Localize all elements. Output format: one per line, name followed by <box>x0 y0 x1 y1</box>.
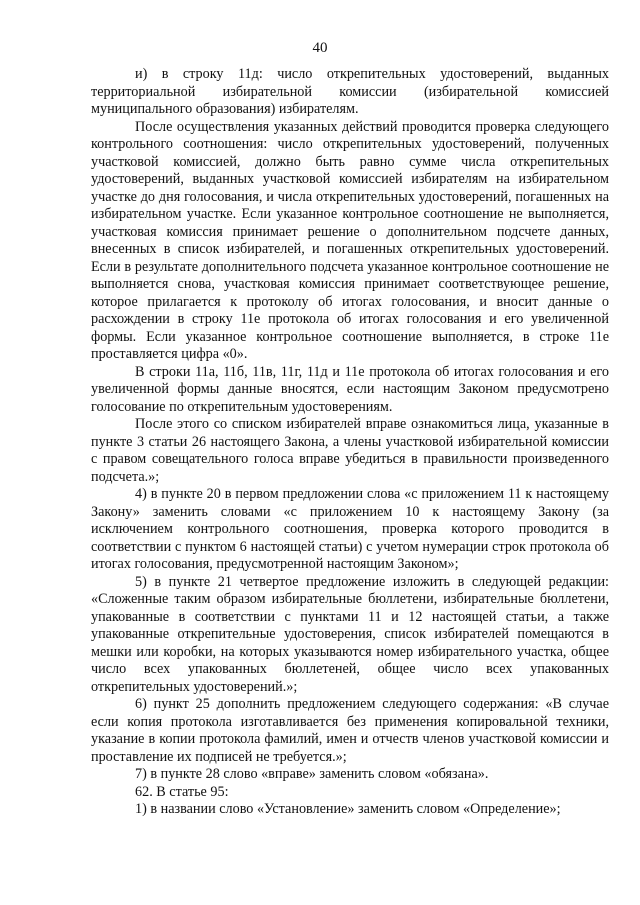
paragraph: 62. В статье 95: <box>135 783 229 800</box>
paragraph: В строки 11а, 11б, 11в, 11г, 11д и 11е протокола об итогах голосования и его увеличенной формы данные вносятся, если настоящим Законом предусмотрено голосование по открепительным удостоверениям. <box>91 363 609 415</box>
text-body <box>91 66 609 819</box>
paragraph: После осуществления указанных действий проводится проверка следующего контрольного соотношения: число открепительных удостоверений, полученных участковой комиссией, должно быть равно сумме числа открепительных удостоверений, выданных участковой комиссией избирателям на избирательном участке до дня голосования, и числа открепительных удостоверений, погашенных на избирательном участке. Если указанное контрольное соотношение не выполняется, участковая комиссия принимает решение о дополнительном подсчете данных, внесенных в список избирателей, и погашенных открепительных удостоверений. Если в результате дополнительного подсчета указанное контрольное соотношение не выполняется снова, участковая комиссия принимает соответствующее решение, которое прилагается к протоколу об итогах голосования, и вносит данные о расхождении в строку 11е протокола об итогах голосования и его увеличенной формы. Если указанное контрольное соотношение выполняется, в строке 11е проставляется цифра «0». <box>91 118 609 362</box>
paragraph: 5) в пункте 21 четвертое предложение изложить в следующей редакции: «Сложенные таким образом избирательные бюллетени, избирательные бюллетени, упакованные в соответствии с пунктами 11 и 12 настоящей статьи, а также упакованные открепительные удостоверения, список избирателей помещаются в мешки или коробки, на которых указываются номер избирательного участка, общее число всех упакованных бюллетеней, общее число всех упакованных открепительных удостоверений.»; <box>91 573 609 695</box>
paragraph: и) в строку 11д: число открепительных удостоверений, выданных территориальной избирательной комиссии (избирательной комиссией муниципального образования) избирателям. <box>91 66 609 117</box>
paragraph: 1) в названии слово «Установление» заменить словом «Определение»; <box>135 801 561 817</box>
paragraph: После этого со списком избирателей вправе ознакомиться лица, указанные в пункте 3 статьи 26 настоящего Закона, а члены участковой избирательной комиссии с правом совещательного голоса вправе убедиться в правильности произведенного подсчета.»; <box>91 416 609 485</box>
page-number: 40 <box>312 40 328 56</box>
paragraph: 7) в пункте 28 слово «вправе» заменить словом «обязана». <box>135 766 489 782</box>
paragraph: 6) пункт 25 дополнить предложением следующего содержания: «В случае если копия протокола изготавливается без применения копировальной техники, указание в копии протокола фамилий, имен и отчеств членов участковой комиссии и проставление их подписей не требуется.»; <box>91 696 609 765</box>
paragraph: 4) в пункте 20 в первом предложении слова «с приложением 11 к настоящему Закону» заменить словами «с приложением 10 к настоящему Закону (за исключением контрольного соотношения, проверка которого проводится в соответствии с пунктом 6 настоящей статьи) с учетом нумерации строк протокола об итогах голосования, предусмотренной настоящим Законом»; <box>91 486 609 572</box>
